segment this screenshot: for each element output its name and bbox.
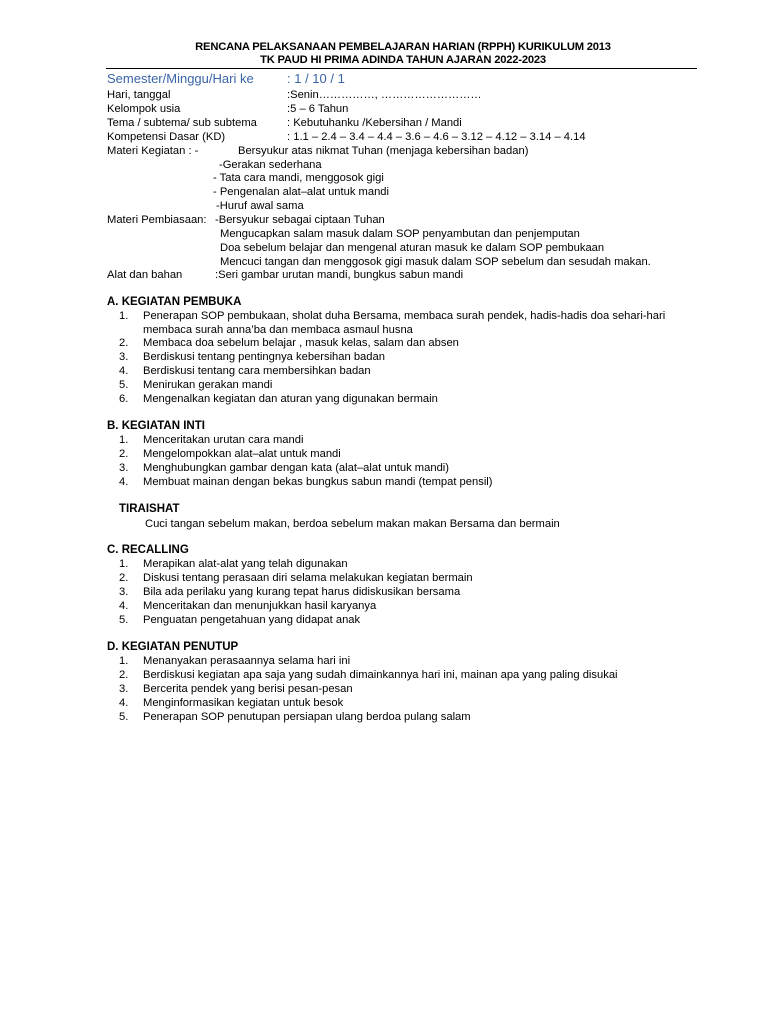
list-item: Mengenalkan kegiatan dan aturan yang digunakan bermain [143, 393, 438, 405]
list-number: 4. [119, 697, 129, 709]
section-c-heading: C. RECALLING [107, 544, 189, 556]
list-number: 5. [119, 711, 129, 723]
list-item: Bila ada perilaku yang kurang tepat harus didiskusikan bersama [143, 586, 461, 598]
tema-value: : Kebutuhanku /Kebersihan / Mandi [287, 117, 462, 129]
pembiasaan-item: Doa sebelum belajar dan mengenal aturan masuk ke dalam SOP pembukaan [220, 242, 605, 254]
list-number: 3. [119, 462, 129, 474]
list-number: 4. [119, 365, 129, 377]
pembiasaan-item: Mengucapkan salam masuk dalam SOP penyambutan dan penjemputan [220, 228, 580, 240]
list-item: Penguatan pengetahuan yang didapat anak [143, 614, 361, 626]
tema-label: Tema / subtema/ sub subtema [107, 117, 257, 129]
list-number: 1. [119, 655, 129, 667]
pembiasaan-item: -Bersyukur sebagai ciptaan Tuhan [215, 214, 385, 226]
tiraishat-heading: TIRAISHAT [119, 503, 180, 515]
list-item: Menceritakan urutan cara mandi [143, 434, 304, 446]
list-item: Berdiskusi tentang cara membersihkan badan [143, 365, 371, 377]
semester-value: : 1 / 10 / 1 [287, 71, 345, 86]
list-item: Menginformasikan kegiatan untuk besok [143, 697, 344, 709]
list-item-continuation: membaca surah anna’ba dan membaca asmaul husna [143, 324, 413, 336]
list-item: Menirukan gerakan mandi [143, 379, 273, 391]
list-item: Menanyakan perasaannya selama hari ini [143, 655, 351, 667]
list-number: 2. [119, 337, 129, 349]
section-a-heading: A. KEGIATAN PEMBUKA [107, 296, 242, 308]
hari-value: :Senin……………, ……………………… [287, 89, 482, 101]
list-item: Menghubungkan gambar dengan kata (alat–alat untuk mandi) [143, 462, 450, 474]
pembiasaan-item: Mencuci tangan dan menggosok gigi masuk dalam SOP sebelum dan sesudah makan. [220, 256, 651, 268]
list-number: 5. [119, 379, 129, 391]
alat-label: Alat dan bahan [107, 269, 183, 281]
document-title-line-1: RENCANA PELAKSANAAN PEMBELAJARAN HARIAN (RPPH) KURIKULUM 2013 [195, 41, 611, 53]
list-number: 2. [119, 572, 129, 584]
list-number: 2. [119, 669, 129, 681]
list-number: 6. [119, 393, 129, 405]
list-number: 5. [119, 614, 129, 626]
materi-kegiatan-item: - Tata cara mandi, menggosok gigi [213, 172, 384, 184]
list-number: 2. [119, 448, 129, 460]
list-item: Merapikan alat-alat yang telah digunakan [143, 558, 348, 570]
materi-kegiatan-label: Materi Kegiatan : - [107, 145, 199, 157]
materi-kegiatan-item: -Huruf awal sama [216, 200, 304, 212]
list-number: 1. [119, 558, 129, 570]
list-number: 4. [119, 600, 129, 612]
title-divider [106, 68, 697, 69]
list-item: Mengelompokkan alat–alat untuk mandi [143, 448, 341, 460]
list-item: Bercerita pendek yang berisi pesan-pesan [143, 683, 353, 695]
list-number: 3. [119, 351, 129, 363]
semester-label: Semester/Minggu/Hari ke [107, 71, 254, 86]
materi-kegiatan-item: - Pengenalan alat–alat untuk mandi [213, 186, 390, 198]
list-item: Menceritakan dan menunjukkan hasil karyanya [143, 600, 377, 612]
list-item: Penerapan SOP pembukaan, sholat duha Bersama, membaca surah pendek, hadis-hadis doa sehari-hari [143, 310, 666, 322]
list-number: 3. [119, 683, 129, 695]
list-number: 3. [119, 586, 129, 598]
materi-kegiatan-item: Bersyukur atas nikmat Tuhan (menjaga kebersihan badan) [238, 145, 529, 157]
section-d-heading: D. KEGIATAN PENUTUP [107, 641, 239, 653]
list-number: 4. [119, 476, 129, 488]
materi-pembiasaan-label: Materi Pembiasaan: [107, 214, 207, 226]
kd-label: Kompetensi Dasar (KD) [107, 131, 226, 143]
document-title-line-2: TK PAUD HI PRIMA ADINDA TAHUN AJARAN 2022-2023 [260, 54, 546, 66]
kd-value: : 1.1 – 2.4 – 3.4 – 4.4 – 3.6 – 4.6 – 3.12 – 4.12 – 3.14 – 4.14 [287, 131, 586, 143]
alat-value: :Seri gambar urutan mandi, bungkus sabun mandi [215, 269, 464, 281]
hari-label: Hari, tanggal [107, 89, 171, 101]
list-item: Berdiskusi tentang pentingnya kebersihan badan [143, 351, 385, 363]
list-item: Diskusi tentang perasaan diri selama melakukan kegiatan bermain [143, 572, 473, 584]
list-item: Membuat mainan dengan bekas bungkus sabun mandi (tempat pensil) [143, 476, 493, 488]
section-b-heading: B. KEGIATAN INTI [107, 420, 205, 432]
list-number: 1. [119, 434, 129, 446]
list-item: Penerapan SOP penutupan persiapan ulang berdoa pulang salam [143, 711, 471, 723]
list-item: Membaca doa sebelum belajar , masuk kelas, salam dan absen [143, 337, 459, 349]
list-item: Berdiskusi kegiatan apa saja yang sudah dimainkannya hari ini, mainan apa yang paling disukai [143, 669, 618, 681]
materi-kegiatan-item: -Gerakan sederhana [219, 159, 322, 171]
kelompok-value: :5 – 6 Tahun [287, 103, 349, 115]
kelompok-label: Kelompok usia [107, 103, 181, 115]
list-number: 1. [119, 310, 129, 322]
tiraishat-text: Cuci tangan sebelum makan, berdoa sebelum makan makan Bersama dan bermain [145, 518, 560, 530]
